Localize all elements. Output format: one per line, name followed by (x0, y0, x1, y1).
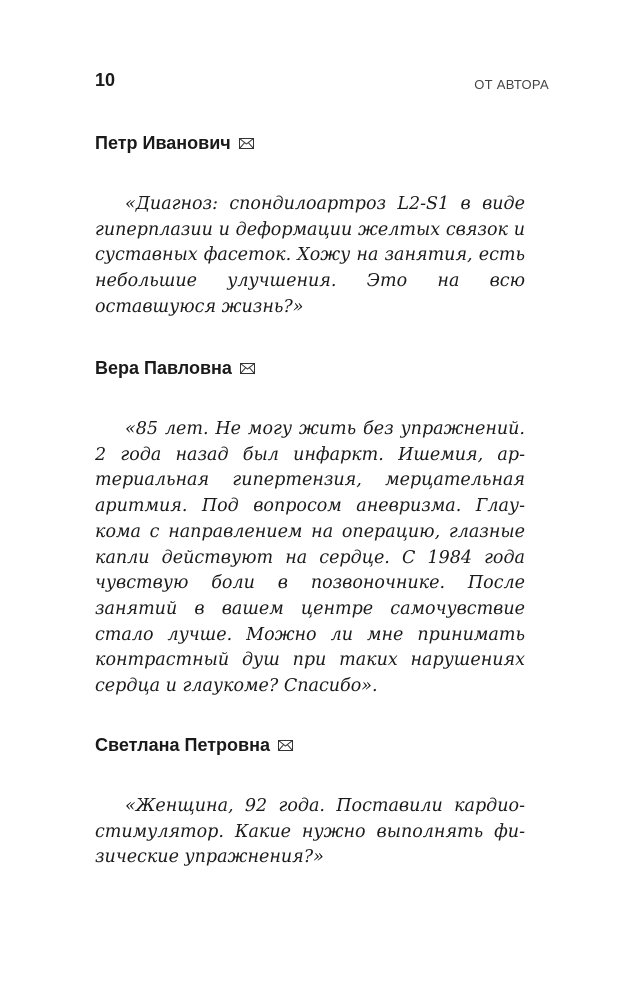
envelope-icon (278, 740, 293, 751)
letter-block (95, 358, 525, 700)
letter-block (95, 735, 525, 871)
letter-text: «85 лет. Не могу жить без упражнений. 2 года назад был инфаркт. Ишемия, артериальная гипертензия, мерцательная аритмия. Под вопросом аневризма. Глаукома с направлением на операцию, глазные капли действуют на сердце. С 1984 года чувствую боли в позвоночнике. После занятий в вашем центре самочувствие стало лучше. Можно ли мне принимать контрастный душ при таких нарушениях сердца и глаукоме? Спасибо». (95, 419, 525, 697)
author-name: Петр Иванович (95, 133, 231, 153)
letter-block (95, 133, 525, 321)
author-name: Светлана Петровна (95, 735, 270, 755)
envelope-icon (239, 138, 254, 149)
envelope-icon (240, 363, 255, 374)
letter-text: «Диагноз: спондилоартроз L2-S1 в виде гиперплазии и деформации желтых связок и суставных фасеток. Хожу на занятия, есть небольшие улучшения. Это на всю оставшуюся жизнь?» (95, 194, 525, 317)
letter-author-heading (95, 735, 525, 756)
letter-author-heading (95, 358, 525, 379)
running-title: ОТ АВТОРА (474, 77, 549, 92)
author-name: Вера Павловна (95, 358, 232, 378)
page-number: 10 (95, 70, 116, 90)
letter-text: «Женщина, 92 года. Поставили кардиостимулятор. Какие нужно выполнять физические упражнения?» (95, 796, 525, 868)
letter-author-heading (95, 133, 525, 154)
